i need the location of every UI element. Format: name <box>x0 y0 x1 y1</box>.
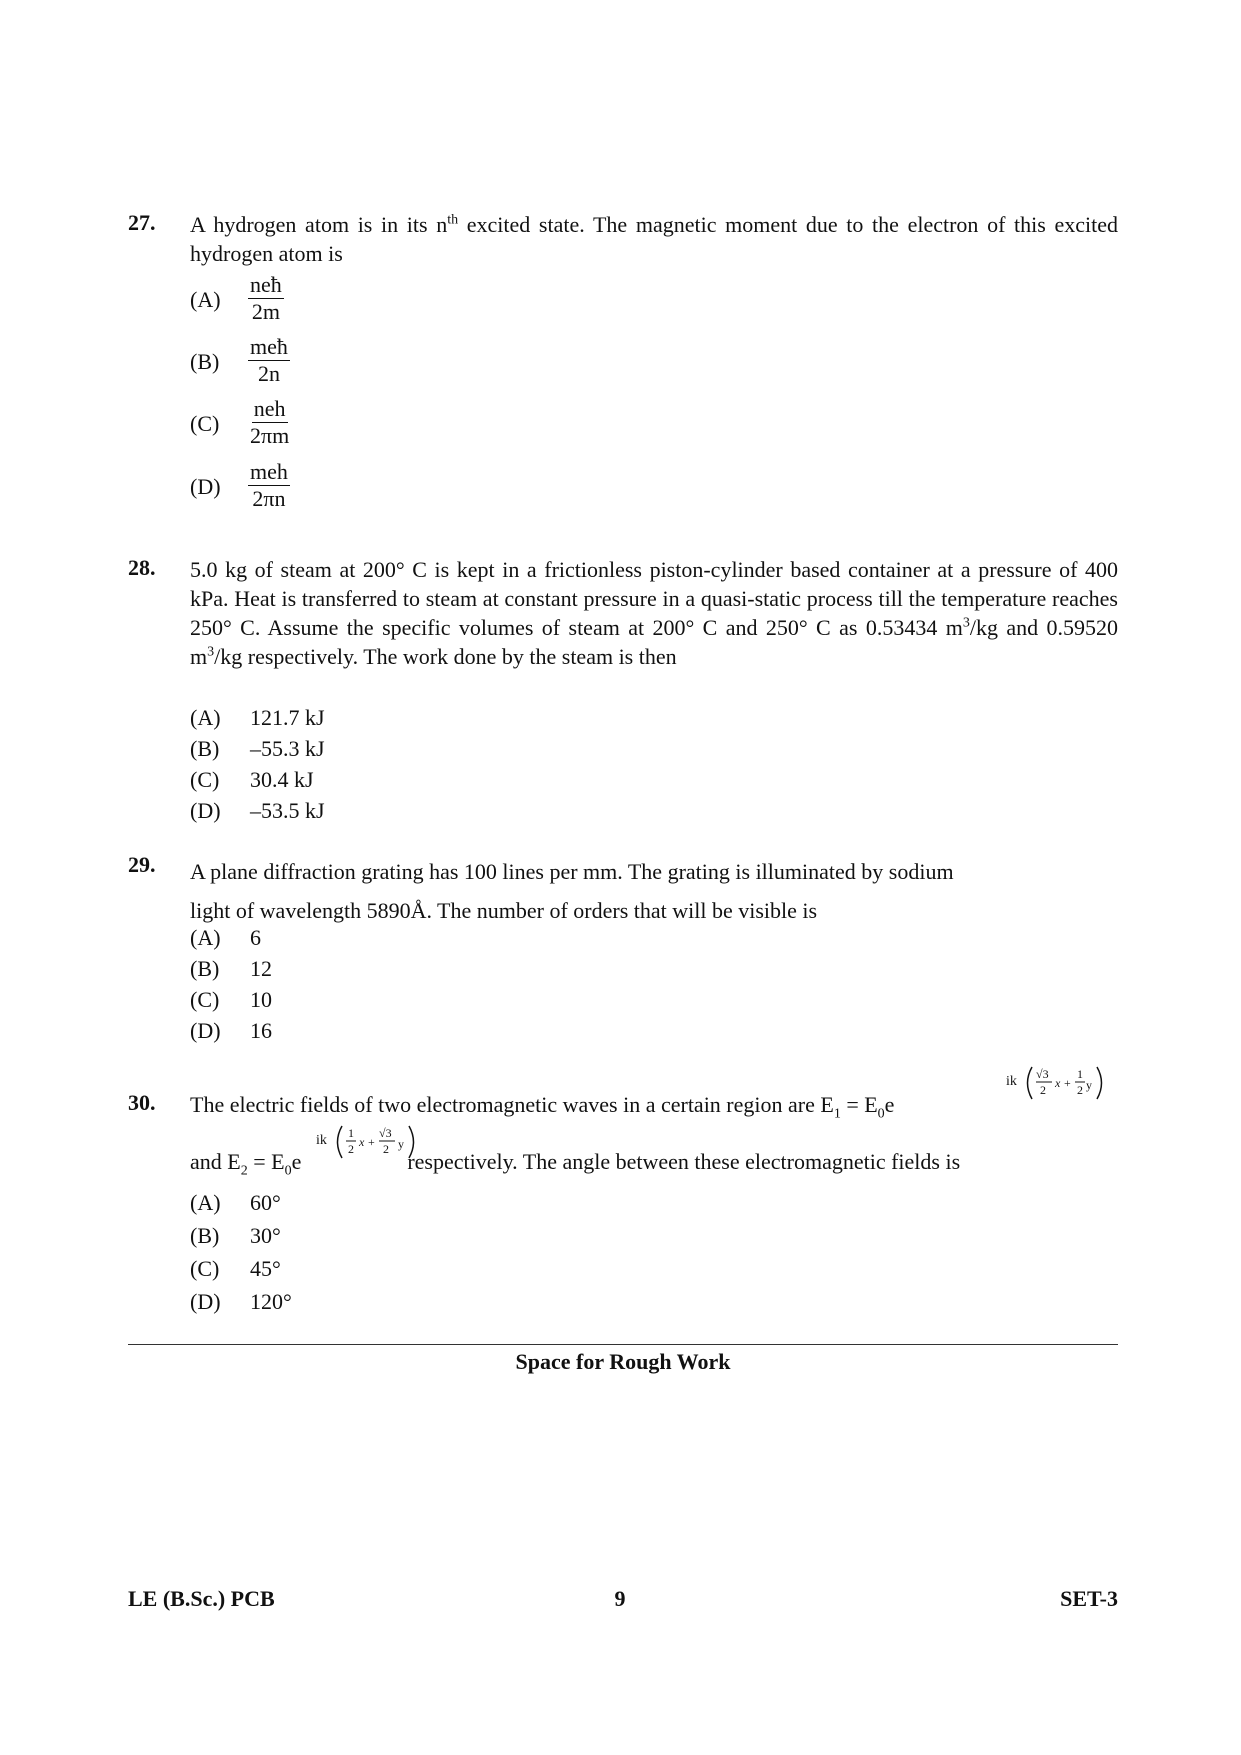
exponent-y: y <box>398 1137 404 1151</box>
fraction: meħ 2n <box>250 334 288 386</box>
option-a: (A) 60° <box>190 1190 281 1215</box>
exponent-e2 <box>316 1122 426 1162</box>
question-number: 29. <box>128 852 156 877</box>
question-text: 5.0 kg of steam at 200° C is kept in a frictionless piston-cylinder based container at a pressure of 400 kPa. Heat is transferred to steam at constant pressure in a quasi-static process till the temperature reaches 250° C. Assume the specific volumes of steam at 200° C and 250° C as 0.53434 $m^3/kg$ and 0.59520 $m^3/kg$ respectively. The work done by the steam is then <box>190 557 1118 669</box>
question-text: A hydrogen atom is in its $n^{th}$ excited state. The magnetic moment due to the electron of this excited hydrogen atom is <box>190 212 1118 266</box>
question-number: 27. <box>128 210 156 235</box>
footer-right: SET-3 <box>1060 1586 1118 1611</box>
exponent-ik: ik <box>316 1133 327 1148</box>
question-28 <box>128 555 1118 823</box>
option-b: (B) <box>190 349 220 374</box>
right-paren <box>409 1126 414 1158</box>
question-number: 30. <box>128 1090 156 1115</box>
option-c: (C) <box>190 411 220 436</box>
question-29 <box>128 852 1118 1043</box>
fraction: meh 2πn <box>250 459 288 511</box>
exponent-denominator: 2 <box>348 1142 354 1156</box>
exponent-sqrt3: √3 <box>1036 1067 1049 1081</box>
question-number: 28. <box>128 555 156 580</box>
option-c: (C) 45° <box>190 1256 281 1281</box>
left-paren <box>338 1126 343 1158</box>
option-b: (B) 30° <box>190 1223 281 1248</box>
divider <box>128 1344 1118 1345</box>
exponent-numerator: 1 <box>1077 1067 1083 1081</box>
option-d: (D) 16 <box>190 1018 272 1043</box>
exponent-plus: + <box>1064 1076 1071 1090</box>
option-a: (A) 6 <box>190 925 261 950</box>
exponent-denominator: 2 <box>1040 1083 1046 1097</box>
question-text-line-1: The electric fields of two electromagnetic waves in a certain region are $E_1 = E_0e$ <box>190 1092 895 1122</box>
question-text-line-2: and $E_2 = E_0e$ respectively. The angle between these electromagnetic fields is <box>190 1149 961 1179</box>
fraction: neh 2πm <box>250 396 290 448</box>
question-30 <box>128 1067 1118 1314</box>
exponent-ik: ik <box>1006 1074 1017 1089</box>
exponent-numerator: 1 <box>348 1126 354 1140</box>
right-paren <box>1097 1067 1102 1099</box>
fraction: neħ 2m <box>250 272 282 324</box>
option-a: (A) <box>190 287 221 312</box>
exponent-plus: + <box>368 1135 375 1149</box>
left-paren <box>1028 1067 1033 1099</box>
footer-left: LE (B.Sc.) PCB <box>128 1586 275 1611</box>
option-d: (D) 120° <box>190 1289 292 1314</box>
exponent-x: x <box>359 1135 365 1149</box>
page-number: 9 <box>614 1586 626 1611</box>
exponent-y: y <box>1086 1078 1092 1092</box>
option-c: (C) 10 <box>190 987 272 1012</box>
exponent-denominator: 2 <box>1077 1083 1083 1097</box>
exponent-sqrt3: √3 <box>379 1126 392 1140</box>
rough-work-label: Space for Rough Work <box>515 1349 731 1374</box>
exponent-x: x <box>1055 1076 1061 1090</box>
option-a: (A) 121.7 kJ <box>190 705 325 730</box>
option-c: (C) 30.4 kJ <box>190 767 314 792</box>
option-d: (D) –53.5 kJ <box>190 798 325 823</box>
exponent-e1 <box>1006 1063 1116 1103</box>
question-27 <box>128 210 1118 511</box>
question-text: A plane diffraction grating has 100 lines per mm. The grating is illuminated by sodium light of wavelength 5890Å. The number of orders that will be visible is <box>190 859 954 923</box>
option-d: (D) <box>190 474 221 499</box>
option-b: (B) –55.3 kJ <box>190 736 325 761</box>
option-b: (B) 12 <box>190 956 272 981</box>
exponent-denominator: 2 <box>383 1142 389 1156</box>
